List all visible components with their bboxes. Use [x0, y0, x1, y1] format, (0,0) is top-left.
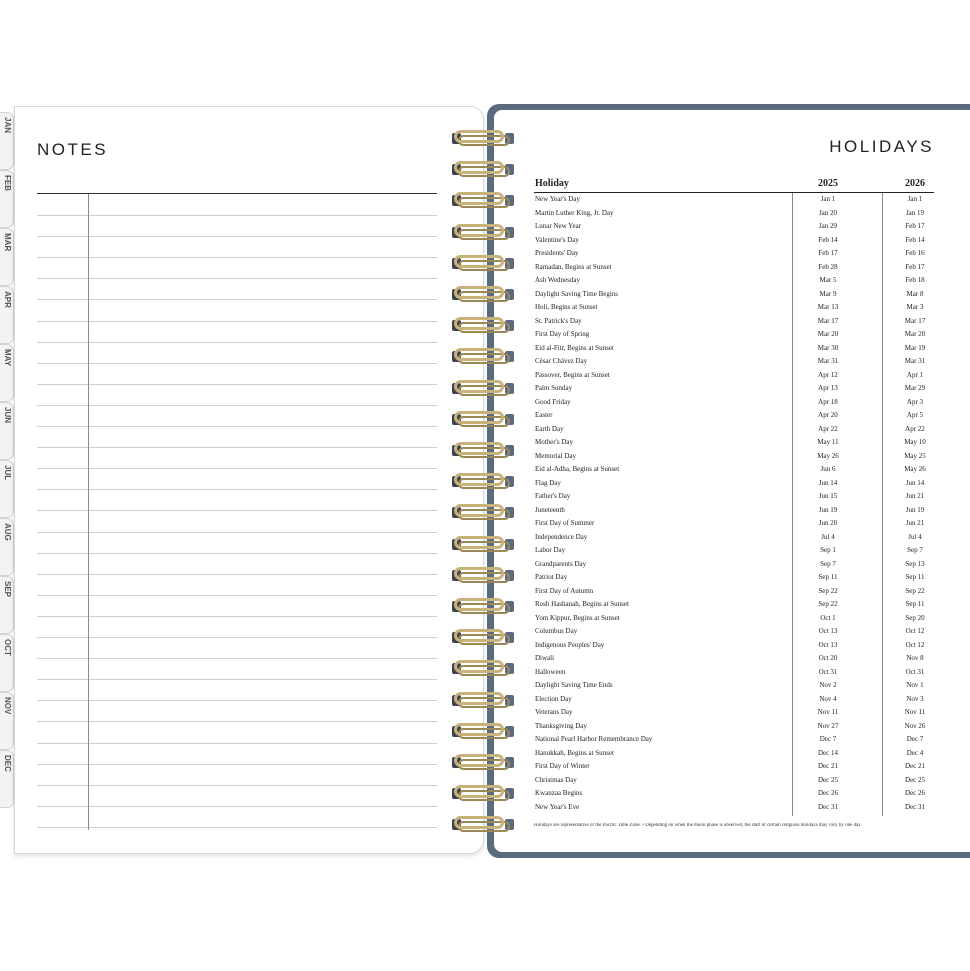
holiday-date-2026: Mar 8 — [906, 289, 924, 298]
month-tab-label: MAR — [3, 233, 12, 252]
notes-line — [37, 806, 437, 807]
holiday-date-2026: Mar 20 — [904, 330, 926, 338]
holiday-row — [534, 301, 934, 315]
holiday-row — [534, 787, 934, 801]
holiday-date-2025: Apr 13 — [818, 384, 838, 392]
month-tab-label: JAN — [3, 117, 12, 134]
holiday-date-2025: Mar 13 — [817, 303, 839, 311]
holiday-name: First Day of Spring — [535, 330, 590, 338]
holiday-date-2026: Dec 26 — [904, 789, 926, 797]
holiday-name: Palm Sunday — [535, 384, 573, 392]
holiday-date-2025: Nov 2 — [819, 681, 837, 689]
holiday-row — [534, 639, 934, 653]
holidays-title: HOLIDAYS — [829, 137, 934, 156]
notes-line — [37, 363, 437, 364]
spiral-coil — [452, 315, 518, 337]
holiday-name: New Year's Eve — [535, 802, 580, 811]
month-tab[interactable] — [0, 344, 14, 402]
holiday-row — [534, 193, 934, 207]
header-year-2026: 2026 — [905, 178, 925, 189]
month-tab[interactable] — [0, 170, 14, 228]
holiday-name: Ash Wednesday — [535, 276, 580, 284]
holiday-row — [534, 436, 934, 450]
holiday-name: National Pearl Harbor Remembrance Day — [535, 735, 653, 743]
spiral-coil — [452, 721, 518, 743]
holiday-date-2026: Jan 1 — [907, 195, 923, 203]
holiday-date-2026: Jun 19 — [905, 505, 925, 514]
spiral-coil — [452, 690, 518, 712]
holiday-date-2025: Dec 21 — [817, 762, 839, 770]
holiday-date-2025: Nov 27 — [817, 721, 839, 730]
holiday-date-2025: Sep 22 — [818, 600, 838, 608]
holiday-date-2026: Sep 7 — [907, 546, 923, 554]
month-tab[interactable] — [0, 692, 14, 750]
holiday-name: Memorial Day — [535, 451, 577, 460]
notes-line — [37, 827, 437, 828]
spiral-coil — [452, 440, 518, 462]
holiday-date-2025: May 26 — [817, 451, 839, 460]
holiday-date-2026: Dec 25 — [904, 775, 926, 784]
notes-line — [37, 721, 437, 722]
holiday-date-2025: Feb 28 — [818, 262, 838, 271]
holiday-date-2026: Jun 21 — [905, 492, 925, 500]
holiday-name: Veterans Day — [535, 708, 573, 716]
holiday-date-2025: Feb 17 — [818, 249, 838, 257]
spiral-coil — [452, 502, 518, 524]
holiday-row — [534, 355, 934, 369]
holiday-name: Halloween — [535, 667, 566, 676]
holiday-date-2025: Jan 29 — [818, 222, 838, 230]
month-tab-label: FEB — [3, 175, 12, 191]
holiday-name: Passover, Begins at Sunset — [535, 370, 610, 379]
notes-page — [14, 106, 484, 854]
holiday-row — [534, 342, 934, 356]
holiday-date-2026: Mar 19 — [904, 343, 926, 352]
month-tab[interactable] — [0, 402, 14, 460]
holiday-name: Indigenous Peoples' Day — [535, 640, 605, 649]
month-tab-label: JUL — [3, 465, 12, 481]
holiday-date-2025: Oct 13 — [818, 627, 838, 635]
spiral-coil — [452, 658, 518, 680]
holiday-date-2025: Jun 14 — [818, 478, 838, 487]
month-tab-label: SEP — [3, 581, 12, 598]
holiday-name: Daylight Saving Time Ends — [535, 681, 613, 689]
holiday-date-2026: Nov 1 — [906, 681, 924, 689]
holiday-date-2026: Sep 22 — [905, 586, 925, 595]
holiday-name: Easter — [535, 411, 553, 419]
holiday-date-2025: Apr 18 — [818, 397, 838, 406]
holiday-row — [534, 274, 934, 288]
holiday-row — [534, 504, 934, 518]
holiday-row — [534, 733, 934, 747]
notes-line — [37, 447, 437, 448]
holiday-row — [534, 571, 934, 585]
holiday-name: Yom Kippur, Begins at Sunset — [535, 613, 620, 622]
holiday-name: First Day of Autumn — [535, 586, 594, 595]
holiday-name: Diwali — [535, 654, 555, 662]
spiral-coil — [452, 471, 518, 493]
holiday-date-2026: Feb 14 — [905, 235, 925, 244]
holiday-date-2025: Oct 1 — [820, 613, 836, 622]
spiral-coil — [452, 783, 518, 805]
holiday-name: Ramadan, Begins at Sunset — [535, 262, 612, 271]
header-year-2025: 2025 — [818, 178, 838, 189]
holiday-date-2026: Oct 12 — [905, 640, 925, 649]
spiral-coil — [452, 222, 518, 244]
notes-line — [37, 553, 437, 554]
holiday-date-2025: Dec 26 — [817, 789, 839, 797]
holiday-row — [534, 585, 934, 599]
header-holiday: Holiday — [535, 178, 569, 189]
holiday-row — [534, 774, 934, 788]
holiday-date-2025: Mar 20 — [817, 330, 839, 338]
month-tab-label: MAY — [3, 349, 12, 367]
holiday-name: Patriot Day — [535, 573, 568, 581]
holiday-name: Rosh Hashanah, Begins at Sunset — [535, 600, 629, 608]
month-tab-label: AUG — [3, 523, 12, 541]
holiday-date-2026: Mar 31 — [904, 357, 926, 365]
holiday-date-2025: Apr 12 — [818, 370, 838, 379]
holiday-row — [534, 247, 934, 261]
holiday-date-2025: Dec 14 — [817, 748, 839, 757]
holiday-date-2025: Mar 9 — [819, 289, 837, 298]
notes-margin-line — [88, 194, 89, 830]
holiday-date-2026: May 26 — [904, 465, 926, 473]
month-tab[interactable] — [0, 112, 14, 170]
holiday-name: Kwanzaa Begins — [535, 789, 583, 797]
spiral-coil — [452, 159, 518, 181]
holiday-name: New Year's Day — [535, 195, 581, 203]
notes-line — [37, 658, 437, 659]
notes-line — [37, 215, 437, 216]
holiday-row — [534, 450, 934, 464]
holiday-date-2026: Dec 31 — [904, 802, 926, 811]
holiday-date-2025: Sep 11 — [818, 573, 838, 581]
holiday-date-2025: Mar 17 — [817, 316, 839, 325]
holiday-row — [534, 666, 934, 680]
holiday-row — [534, 288, 934, 302]
notes-line — [37, 321, 437, 322]
holiday-date-2025: Apr 22 — [818, 424, 838, 433]
holiday-row — [534, 679, 934, 693]
holiday-name: Flag Day — [535, 478, 561, 487]
holiday-name: Columbus Day — [535, 627, 578, 635]
holiday-date-2025: Oct 20 — [818, 654, 838, 662]
holiday-row — [534, 558, 934, 572]
holiday-date-2026: Oct 31 — [905, 667, 925, 676]
holiday-date-2025: Apr 20 — [818, 411, 838, 419]
holidays-table-header — [534, 176, 934, 193]
holiday-name: Martin Luther King, Jr. Day — [535, 208, 614, 217]
holiday-name: Grandparents Day — [535, 559, 587, 568]
holiday-row — [534, 477, 934, 491]
holiday-row — [534, 261, 934, 275]
holiday-date-2025: Mar 31 — [817, 357, 839, 365]
month-tab-label: APR — [3, 291, 12, 308]
holiday-row — [534, 517, 934, 531]
month-tab-label: JUN — [3, 407, 12, 424]
holiday-date-2025: Jan 1 — [820, 195, 836, 203]
holiday-row — [534, 544, 934, 558]
holiday-name: Labor Day — [535, 546, 566, 554]
holiday-row — [534, 382, 934, 396]
holiday-date-2026: Mar 3 — [906, 303, 924, 311]
holiday-date-2026: Apr 5 — [906, 411, 924, 419]
holiday-date-2025: Jun 20 — [818, 519, 838, 527]
spiral-coil — [452, 128, 518, 150]
notes-line — [37, 257, 437, 258]
holiday-name: Earth Day — [535, 424, 564, 433]
holiday-row — [534, 720, 934, 734]
holiday-date-2026: Oct 12 — [905, 627, 925, 635]
holidays-page — [494, 110, 970, 852]
holiday-row — [534, 423, 934, 437]
holiday-date-2025: Dec 31 — [817, 802, 839, 811]
holiday-date-2026: Jun 14 — [905, 478, 925, 487]
holiday-date-2025: Sep 7 — [820, 559, 836, 568]
holiday-date-2026: Dec 7 — [906, 735, 924, 743]
month-tab[interactable] — [0, 634, 14, 692]
spiral-coil — [452, 284, 518, 306]
holiday-date-2025: Feb 14 — [818, 235, 838, 244]
holiday-name: Good Friday — [535, 397, 571, 406]
holiday-row — [534, 463, 934, 477]
notes-line — [37, 384, 437, 385]
holiday-row — [534, 369, 934, 383]
notes-line — [37, 342, 437, 343]
holiday-name: Election Day — [535, 694, 572, 703]
spiral-coil — [452, 752, 518, 774]
spiral-coil — [452, 378, 518, 400]
holiday-date-2026: Apr 22 — [905, 424, 925, 433]
month-tab[interactable] — [0, 750, 14, 808]
notes-line — [37, 405, 437, 406]
holiday-name: Eid al-Adha, Begins at Sunset — [535, 465, 620, 473]
holiday-row — [534, 652, 934, 666]
holiday-date-2025: Mar 5 — [819, 276, 837, 284]
holiday-row — [534, 760, 934, 774]
holiday-date-2026: Nov 26 — [904, 721, 926, 730]
holiday-date-2025: Jun 19 — [818, 505, 838, 514]
month-tab[interactable] — [0, 286, 14, 344]
holiday-date-2025: Dec 25 — [817, 775, 839, 784]
holiday-row — [534, 531, 934, 545]
notes-lines — [37, 194, 437, 830]
holiday-name: César Chávez Day — [535, 357, 588, 365]
holiday-row — [534, 396, 934, 410]
notes-title: NOTES — [37, 140, 109, 159]
month-tab[interactable] — [0, 228, 14, 286]
holiday-date-2026: Feb 17 — [905, 222, 925, 230]
holiday-date-2026: Jan 19 — [905, 208, 925, 217]
holiday-name: First Day of Winter — [535, 762, 590, 770]
month-tab-label: NOV — [3, 697, 12, 715]
holiday-name: Lunar New Year — [535, 222, 582, 230]
holiday-date-2026: Jun 21 — [905, 519, 925, 527]
holiday-date-2025: Jul 4 — [821, 532, 835, 541]
holiday-date-2025: Mar 30 — [817, 343, 839, 352]
holiday-row — [534, 625, 934, 639]
holiday-date-2026: Jul 4 — [908, 532, 922, 541]
holiday-date-2025: Jan 20 — [818, 208, 838, 217]
holiday-date-2026: Mar 17 — [904, 316, 926, 325]
spiral-binding — [452, 128, 518, 840]
notes-line — [37, 679, 437, 680]
notes-line — [37, 637, 437, 638]
holiday-date-2025: Nov 4 — [819, 694, 837, 703]
holiday-date-2026: Dec 21 — [904, 762, 926, 770]
holiday-name: First Day of Summer — [535, 519, 595, 527]
holiday-row — [534, 328, 934, 342]
notes-line — [37, 595, 437, 596]
notes-line — [37, 764, 437, 765]
spiral-coil — [452, 253, 518, 275]
holiday-date-2025: Oct 13 — [818, 640, 838, 649]
holiday-row — [534, 612, 934, 626]
holiday-date-2026: Mar 29 — [904, 384, 926, 392]
spiral-coil — [452, 627, 518, 649]
month-tabs — [0, 112, 14, 852]
holiday-date-2025: Oct 31 — [818, 667, 838, 676]
holidays-footnote: Holidays are representative of the Pacific Time Zone. • Depending on when the moon phase is observed, the start of certain religious holidays may vary by one day. — [534, 823, 862, 828]
holiday-date-2025: Dec 7 — [819, 735, 837, 743]
month-tab-label: DEC — [3, 755, 12, 772]
notes-line — [37, 278, 437, 279]
spiral-coil — [452, 814, 518, 836]
holiday-date-2026: May 25 — [904, 451, 926, 460]
holiday-name: Independence Day — [535, 532, 588, 541]
notes-line — [37, 299, 437, 300]
notes-line — [37, 574, 437, 575]
notes-line — [37, 510, 437, 511]
holiday-date-2025: Jun 15 — [818, 492, 838, 500]
holiday-name: Valentine's Day — [535, 235, 579, 244]
holiday-date-2025: May 11 — [817, 438, 839, 446]
holiday-row — [534, 490, 934, 504]
holiday-date-2026: Sep 13 — [905, 559, 925, 568]
holiday-date-2025: Jun 6 — [820, 465, 836, 473]
holiday-date-2026: Feb 16 — [905, 249, 925, 257]
spiral-coil — [452, 596, 518, 618]
holiday-date-2026: Nov 11 — [904, 708, 926, 716]
notes-line — [37, 468, 437, 469]
holiday-row — [534, 598, 934, 612]
holiday-date-2026: Apr 3 — [906, 397, 924, 406]
holiday-row — [534, 234, 934, 248]
month-tab[interactable] — [0, 460, 14, 518]
holiday-row — [534, 706, 934, 720]
holiday-row — [534, 747, 934, 761]
month-tab[interactable] — [0, 518, 14, 576]
month-tab[interactable] — [0, 576, 14, 634]
holiday-date-2026: Feb 17 — [905, 262, 925, 271]
holiday-name: Holi, Begins at Sunset — [535, 303, 598, 311]
holiday-row — [534, 207, 934, 221]
holiday-row — [534, 409, 934, 423]
holiday-date-2026: Sep 11 — [905, 573, 925, 581]
holiday-name: St. Patrick's Day — [535, 316, 582, 325]
spiral-coil — [452, 346, 518, 368]
spiral-coil — [452, 534, 518, 556]
holiday-name: Daylight Saving Time Begins — [535, 289, 619, 298]
holiday-name: Christmas Day — [535, 775, 577, 784]
notes-line — [37, 616, 437, 617]
holiday-date-2025: Sep 22 — [818, 586, 838, 595]
holiday-name: Father's Day — [535, 492, 571, 500]
spiral-coil — [452, 409, 518, 431]
holiday-row — [534, 315, 934, 329]
holiday-name: Hanukkah, Begins at Sunset — [535, 748, 614, 757]
holiday-name: Mother's Day — [535, 438, 574, 446]
holiday-name: Presidents' Day — [535, 249, 579, 257]
holidays-table-body — [534, 193, 934, 814]
holiday-row — [534, 693, 934, 707]
holiday-date-2026: Sep 11 — [905, 600, 925, 608]
notes-line — [37, 532, 437, 533]
holiday-date-2026: Sep 20 — [905, 613, 925, 622]
holiday-row — [534, 801, 934, 815]
holiday-date-2026: Nov 3 — [906, 694, 924, 703]
holiday-date-2026: Dec 4 — [906, 748, 924, 757]
holiday-date-2026: Nov 8 — [906, 654, 924, 662]
holiday-date-2025: Nov 11 — [817, 708, 839, 716]
spiral-coil — [452, 190, 518, 212]
holiday-name: Juneteenth — [535, 505, 565, 514]
holiday-name: Eid al-Fitr, Begins at Sunset — [535, 343, 614, 352]
notes-line — [37, 236, 437, 237]
notes-line — [37, 700, 437, 701]
holiday-row — [534, 220, 934, 234]
holidays-table — [534, 176, 934, 814]
notes-line — [37, 489, 437, 490]
holiday-date-2026: Apr 1 — [906, 370, 924, 379]
holiday-date-2025: Sep 1 — [820, 546, 836, 554]
notes-line — [37, 743, 437, 744]
spiral-coil — [452, 565, 518, 587]
holiday-name: Thanksgiving Day — [535, 721, 587, 730]
holiday-date-2026: May 10 — [904, 438, 926, 446]
notes-line — [37, 785, 437, 786]
month-tab-label: OCT — [3, 639, 12, 656]
notes-line — [37, 426, 437, 427]
holiday-date-2026: Feb 18 — [905, 276, 925, 284]
